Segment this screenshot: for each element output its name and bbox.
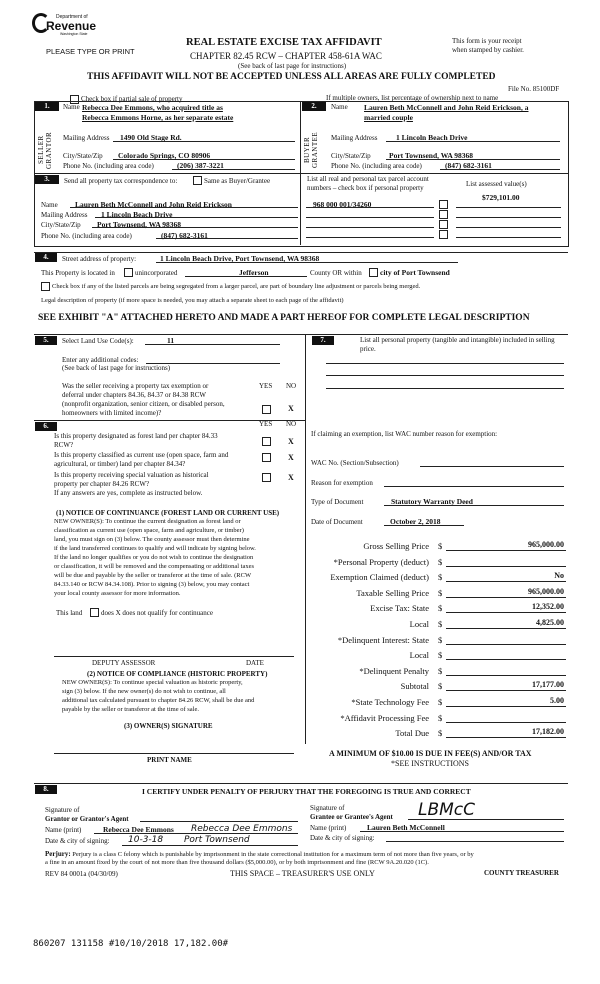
segregated-checkbox[interactable]: [41, 282, 50, 291]
grantor-name: Rebecca Dee Emmons: [103, 825, 174, 834]
seller-name-label: Name: [63, 103, 80, 111]
seller-phone: (206) 387-3221: [177, 161, 224, 170]
seller-city-label: City/State/Zip: [63, 152, 103, 160]
unincorporated-label: unincorporated: [135, 269, 178, 277]
notice-line: If the land no longer qualifies or you do not wish to continue the designation: [54, 554, 254, 561]
correspondence-phone-label: Phone No. (including area code): [41, 232, 132, 240]
section-8-number: 8.: [35, 785, 57, 794]
exemption-reason-label: Reason for exemption: [311, 479, 373, 487]
personal-property-label-2: price.: [360, 345, 376, 353]
buyer-address-label: Mailing Address: [331, 134, 378, 142]
tax-row-value: 5.00: [550, 696, 564, 705]
section-2-number: 2.: [302, 102, 326, 111]
seller-side-label: SELLER GRANTOR: [37, 131, 53, 169]
land-use-see-back: (See back of last page for instructions): [62, 364, 171, 372]
grantor-signing-date: 10-3-18: [128, 835, 164, 845]
tax-row-line: [446, 690, 566, 691]
form-revision: REV 84 0001a (04/30/09): [45, 870, 118, 878]
forest-land-question-2: RCW?: [54, 441, 74, 449]
notice-of-compliance-title: (2) NOTICE OF COMPLIANCE (HISTORIC PROPERTY): [87, 670, 268, 678]
document-date: October 2, 2018: [390, 517, 441, 526]
parcel-number: 968 000 001/34260: [313, 200, 372, 209]
correspondence-address-label: Mailing Address: [41, 211, 88, 219]
send-correspondence-label: Send all property tax correspondence to:: [64, 177, 178, 185]
buyer-address: 1 Lincoln Beach Drive: [396, 133, 468, 142]
receipt-line1: This form is your receipt: [452, 37, 522, 45]
logo-revenue: Revenue: [46, 19, 97, 33]
tax-row-label: *Delinquent Penalty: [359, 666, 429, 676]
wac-number-label: WAC No. (Section/Subsection): [311, 459, 399, 467]
current-use-no-answer: X: [288, 453, 294, 462]
tax-row-dollar: $: [438, 681, 443, 691]
section-7-number: 7.: [312, 336, 334, 345]
tax-row-line: [446, 659, 566, 660]
perjury-heading: Perjury:: [45, 850, 71, 858]
grantor-name-label: Name (print): [45, 826, 82, 834]
tax-row-value: 4,825.00: [536, 618, 564, 627]
treasurer-use-label: THIS SPACE – TREASURER'S USE ONLY: [230, 869, 375, 878]
land-use-code: 11: [167, 336, 175, 345]
buyer-side-label: BUYER GRANTEE: [303, 131, 319, 169]
seller-address-label: Mailing Address: [63, 134, 110, 142]
historic-yes-checkbox[interactable]: [262, 473, 271, 482]
notice-line: your local county assessor for more information.: [54, 590, 181, 597]
correspondence-address: 1 Lincoln Beach Drive: [101, 210, 173, 219]
current-use-yes-checkbox[interactable]: [262, 453, 271, 462]
buyer-name-line1: Lauren Beth McConnell and John Reid Erickson, a: [364, 103, 529, 112]
buyer-name-line2: married couple: [364, 113, 413, 122]
correspondence-city-label: City/State/Zip: [41, 221, 81, 229]
tax-row-value: 17,182.00: [532, 727, 564, 736]
notice-line: if the land transferred continues to qualify and will indicate by signing below.: [54, 545, 256, 552]
tax-row-value: No: [554, 571, 564, 580]
partial-sale-label: Check box if partial sale of property: [81, 95, 183, 103]
tax-row-label: Local: [409, 650, 429, 660]
tax-row-dollar: $: [438, 650, 443, 660]
file-number: File No. 85100DF: [508, 85, 560, 93]
notice-line: 84.33.140 or RCW 84.34.108). Prior to signing (3) below, you may contact: [54, 581, 250, 588]
notice-line: NEW OWNER(S): To continue the current designation as forest land or: [54, 518, 241, 525]
buyer-city: Port Townsend, WA 98368: [389, 151, 474, 160]
parcel-list-label-1: List all real and personal tax parcel account: [307, 175, 429, 183]
tax-row-label: Local: [409, 619, 429, 629]
tax-row-dollar: $: [438, 728, 443, 738]
exemption-question-3: (nonprofit organization, senior citizen, or disabled person,: [62, 400, 225, 408]
certification-statement: I CERTIFY UNDER PENALTY OF PERJURY THAT THE FOREGOING IS TRUE AND CORRECT: [142, 787, 471, 796]
tax-row-label: Subtotal: [400, 681, 429, 691]
same-as-buyer-checkbox[interactable]: [193, 176, 202, 185]
notice-line: land, you must sign on (3) below. The county assessor must then determine: [54, 536, 250, 543]
multiple-owners-note: If multiple owners, list percentage of ownership next to name: [326, 94, 499, 102]
receipt-line2: when stamped by cashier.: [452, 46, 524, 54]
see-instructions-note: *SEE INSTRUCTIONS: [391, 759, 470, 768]
section-1-number: 1.: [35, 102, 59, 111]
tax-row-label: *Delinquent Interest: State: [337, 635, 429, 645]
assessed-value-label: List assessed value(s): [466, 180, 527, 188]
street-address-label: Street address of property:: [62, 255, 137, 263]
tax-row-line: [446, 566, 566, 567]
notice-line: NEW OWNER(S): To continue special valuation as historic property,: [62, 679, 243, 686]
this-land-label: This land: [56, 609, 83, 617]
tax-row-line: [446, 737, 566, 738]
tax-row-value: 965,000.00: [528, 540, 564, 549]
buyer-phone-label: Phone No. (including area code): [331, 162, 422, 170]
exemption-yes-checkbox[interactable]: [262, 405, 271, 414]
tax-row-value: 965,000.00: [528, 587, 564, 596]
minimum-fee-note: A MINIMUM OF $10.00 IS DUE IN FEE(S) AND/OR TAX: [329, 749, 532, 758]
document-type: Statutory Warranty Deed: [391, 497, 473, 506]
assessor-date-label: DATE: [246, 659, 264, 667]
seller-city: Colorado Springs, CO 80906: [118, 151, 211, 160]
form-warning: THIS AFFIDAVIT WILL NOT BE ACCEPTED UNLESS ALL AREAS ARE FULLY COMPLETED: [87, 72, 496, 82]
tax-row-label: Taxable Selling Price: [356, 588, 429, 598]
tax-row-label: Gross Selling Price: [363, 541, 429, 551]
tax-row-dollar: $: [438, 572, 443, 582]
form-title: REAL ESTATE EXCISE TAX AFFIDAVIT: [186, 37, 382, 48]
buyer-city-label: City/State/Zip: [331, 152, 371, 160]
buyer-name-label: Name: [331, 103, 348, 111]
grantee-signature: LBMcC: [418, 800, 476, 820]
grantee-name: Lauren Beth McConnell: [367, 823, 445, 832]
tax-row-label: Exemption Claimed (deduct): [330, 572, 429, 582]
correspondence-name: Lauren Beth McConnell and John Reid Erickson: [75, 200, 232, 209]
tax-row-line: [446, 597, 566, 598]
correspondence-name-label: Name: [41, 201, 58, 209]
section-5-number: 5.: [35, 336, 57, 345]
seller-name-line1: Rebecca Dee Emmons, who acquired title as: [82, 103, 223, 112]
parcel-2-personal-checkbox[interactable]: [439, 210, 448, 219]
parcel-1-personal-checkbox[interactable]: [439, 200, 448, 209]
document-date-label: Date of Document: [311, 518, 363, 526]
exemption-question-1: Was the seller receiving a property tax exemption or: [62, 382, 209, 390]
exemption-claim-label: If claiming an exemption, list WAC number reason for exemption:: [311, 430, 498, 438]
qualify-continuance-label: does X does not qualify for continuance: [101, 609, 213, 617]
parcel-list-label-2: numbers – check box if personal property: [307, 184, 424, 192]
grantee-name-label: Name (print): [310, 824, 347, 832]
forest-land-question-1: Is this property designated as forest land per chapter 84.33: [54, 432, 218, 440]
notice-line: payable by the seller or transferor at the time of sale.: [62, 706, 199, 713]
tax-row-dollar: $: [438, 588, 443, 598]
document-type-label: Type of Document: [311, 498, 364, 506]
tax-row-value: 12,352.00: [532, 602, 564, 611]
assessed-value: $729,101.00: [482, 193, 520, 202]
grantee-signature-label-2: Grantee or Grantee's Agent: [310, 813, 393, 821]
county-name: Jefferson: [239, 268, 269, 277]
unincorporated-checkbox[interactable]: [124, 268, 133, 277]
qualify-continuance-checkbox[interactable]: [90, 608, 99, 617]
tax-row-line: [446, 706, 566, 707]
historic-no-answer: X: [288, 473, 294, 482]
grantee-signature-label-1: Signature of: [310, 804, 345, 812]
exhibit-a-reference: SEE EXHIBIT "A" ATTACHED HERETO AND MADE A PART HEREOF FOR COMPLETE LEGAL DESCRIPTION: [38, 313, 530, 323]
notice-line: sign (3) below. If the new owner(s) do not wish to continue, all: [62, 688, 226, 695]
county-treasurer-label: COUNTY TREASURER: [484, 869, 559, 877]
tax-row-dollar: $: [438, 603, 443, 613]
forest-land-yes-checkbox[interactable]: [262, 437, 271, 446]
land-use-label: Select Land Use Code(s):: [62, 337, 134, 345]
tax-row-label: *State Technology Fee: [351, 697, 429, 707]
notice-line: additional tax calculated pursuant to chapter 84.26 RCW, shall be due and: [62, 697, 255, 704]
tax-row-line: [446, 550, 566, 551]
seller-name-line2: Rebecca Emmons Horne, as her separate estate: [82, 113, 234, 122]
see-back-text: (See back of last page for instructions): [238, 62, 347, 70]
section-5-no-header: NO: [286, 382, 297, 390]
section-3-number: 3.: [35, 175, 59, 184]
seller-address: 1490 Old Stage Rd.: [120, 133, 182, 142]
seller-phone-label: Phone No. (including area code): [63, 162, 154, 170]
tax-row-line: [446, 722, 566, 723]
tax-row-dollar: $: [438, 697, 443, 707]
treasurer-stamp: 860207 131158 #10/10/2018 17,182.00#: [33, 939, 229, 949]
notice-line: or classification, it will be removed and the compensating or additional taxes: [54, 563, 254, 570]
county-or-within-label: County OR within: [310, 269, 362, 277]
dor-logo: [32, 11, 102, 37]
exemption-question-4: homeowners with limited income)?: [62, 409, 162, 417]
tax-row-line: [446, 628, 566, 629]
section-4-number: 4.: [35, 253, 57, 262]
tax-row-label: *Personal Property (deduct): [333, 557, 429, 567]
tax-row-line: [446, 581, 566, 582]
perjury-statement: [45, 850, 474, 858]
grantor-signature-label-2: Grantor or Grantor's Agent: [45, 815, 129, 823]
tax-row-label: Excise Tax: State: [370, 603, 429, 613]
tax-row-dollar: $: [438, 541, 443, 551]
grantor-signature-label-1: Signature of: [45, 806, 80, 814]
tax-row-line: [446, 612, 566, 613]
parcel-3-personal-checkbox[interactable]: [439, 220, 448, 229]
logo-department: Department of: [56, 14, 88, 20]
grantor-date-place-label: Date & city of signing:: [45, 837, 110, 845]
segregated-label: Check box if any of the listed parcels are being segregated from a larger parcel, are part of boundary line adjustment or parcels being merged.: [52, 283, 421, 290]
buyer-phone: (847) 682-3161: [445, 161, 492, 170]
current-use-question-1: Is this property classified as current use (open space, farm and: [54, 451, 229, 459]
exemption-question-2: deferral under chapters 84.36, 84.37 or 84.38 RCW: [62, 391, 207, 399]
tax-row-line: [446, 644, 566, 645]
if-yes-instructions: If any answers are yes, complete as instructed below.: [54, 489, 203, 497]
perjury-text-1: Perjury is a class C felony which is punishable by imprisonment in the state correctional institution for a maximum term of not more than five years, or by: [70, 851, 474, 858]
tax-row-label: Total Due: [395, 728, 429, 738]
tax-row-dollar: $: [438, 713, 443, 723]
section-5-yes-header: YES: [259, 382, 273, 390]
notice-line: will be due and payable by the seller or transferor at the time of sale. (RCW: [54, 572, 252, 579]
tax-row-label: *Affidavit Processing Fee: [340, 713, 429, 723]
section-6-no-header: NO: [286, 420, 297, 428]
print-name-label: PRINT NAME: [147, 756, 192, 764]
tax-row-value: 17,177.00: [532, 680, 564, 689]
section-6-yes-header: YES: [259, 420, 273, 428]
notice-of-continuance-title: (1) NOTICE OF CONTINUANCE (FOREST LAND OR CURRENT USE): [56, 509, 280, 517]
grantor-signing-city: Port Townsend: [184, 835, 250, 845]
legal-description-label: Legal description of property (if more space is needed, you may attach a separate sheet to each page of the affidavit): [41, 297, 344, 304]
historic-question-1: Is this property receiving special valuation as historical: [54, 471, 209, 479]
notice-line: classification as current use (open space, farm and agriculture, or timber): [54, 527, 244, 534]
additional-codes-label: Enter any additional codes:: [62, 356, 139, 364]
correspondence-city: Port Townsend, WA 98368: [97, 220, 182, 229]
tax-row-dollar: $: [438, 635, 443, 645]
please-type-text: PLEASE TYPE OR PRINT: [46, 47, 135, 56]
historic-question-2: property per chapter 84.26 RCW?: [54, 480, 150, 488]
owner-signature-label: (3) OWNER(S) SIGNATURE: [124, 722, 213, 730]
logo-state: Washington State: [60, 32, 88, 36]
exemption-no-answer: X: [288, 404, 294, 413]
current-use-question-2: agricultural, or timber) land per chapter 84.34?: [54, 460, 186, 468]
parcel-4-personal-checkbox[interactable]: [439, 230, 448, 239]
same-as-buyer-label: Same as Buyer/Grantee: [204, 177, 271, 185]
form-chapter: CHAPTER 82.45 RCW – CHAPTER 458-61A WAC: [190, 51, 382, 61]
street-address: 1 Lincoln Beach Drive, Port Townsend, WA 98368: [160, 254, 320, 263]
section-6-number: 6.: [35, 422, 57, 431]
perjury-text-2: a fine in an amount fixed by the court of not more than five thousand dollars ($5,000.00), or by both imprisonment and fine (RCW 9A.20.020 (1C).: [45, 859, 429, 866]
tax-row-dollar: $: [438, 666, 443, 676]
grantee-date-place-label: Date & city of signing:: [310, 834, 375, 842]
located-in-label: This Property is located in: [41, 269, 115, 277]
forest-land-no-answer: X: [288, 437, 294, 446]
tax-row-dollar: $: [438, 619, 443, 629]
correspondence-phone: (847) 682-3161: [161, 231, 208, 240]
within-city-checkbox[interactable]: [369, 268, 378, 277]
tax-row-dollar: $: [438, 557, 443, 567]
personal-property-label-1: List all personal property (tangible and intangible) included in selling: [360, 336, 555, 344]
city-of-label: city of Port Townsend: [380, 268, 450, 277]
tax-row-line: [446, 675, 566, 676]
grantor-signature: Rebecca Dee Emmons: [191, 824, 293, 834]
deputy-assessor-label: DEPUTY ASSESSOR: [92, 659, 156, 667]
